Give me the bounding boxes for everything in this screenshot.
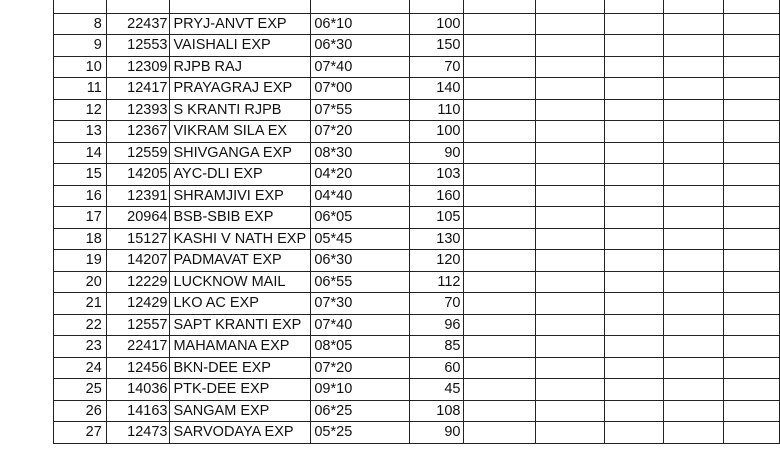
train-number-cell: 14036 xyxy=(106,379,170,401)
train-name-cell: RJPB RAJ xyxy=(170,56,311,78)
empty-cell xyxy=(663,121,723,143)
table-row xyxy=(54,379,780,401)
table-row xyxy=(54,121,780,143)
serial-number-cell: 9 xyxy=(54,35,107,57)
train-name-cell: SANGAM EXP xyxy=(170,400,311,422)
count-cell: 96 xyxy=(410,314,464,336)
empty-cell xyxy=(723,228,779,250)
empty-cell xyxy=(663,271,723,293)
table-row xyxy=(54,357,780,379)
empty-cell xyxy=(536,207,604,229)
serial-number-cell: 18 xyxy=(54,228,107,250)
empty-cell xyxy=(536,400,604,422)
empty-cell xyxy=(663,228,723,250)
empty-cell xyxy=(604,336,663,358)
empty-cell xyxy=(604,35,663,57)
time-cell: 07*40 xyxy=(311,314,410,336)
empty-cell xyxy=(536,0,604,13)
train-number-cell: 12429 xyxy=(106,293,170,315)
count-cell: 90 xyxy=(410,142,464,164)
empty-cell xyxy=(536,164,604,186)
empty-cell xyxy=(464,121,536,143)
empty-cell xyxy=(604,99,663,121)
table-row xyxy=(54,336,780,358)
empty-cell xyxy=(536,293,604,315)
serial-number-cell: 12 xyxy=(54,99,107,121)
time-cell: 04*40 xyxy=(311,185,410,207)
empty-cell xyxy=(723,357,779,379)
empty-cell xyxy=(604,293,663,315)
serial-number-cell: 26 xyxy=(54,400,107,422)
train-name-cell: SHRAMJIVI EXP xyxy=(170,185,311,207)
empty-cell xyxy=(464,164,536,186)
train-name-cell: PADMAVAT EXP xyxy=(170,250,311,272)
table-row xyxy=(54,0,780,13)
train-number-cell: 12473 xyxy=(106,422,170,444)
count-cell: 90 xyxy=(410,422,464,444)
empty-cell xyxy=(604,121,663,143)
count-cell: 100 xyxy=(410,13,464,35)
time-cell: 08*30 xyxy=(311,142,410,164)
count-cell xyxy=(410,0,464,13)
train-number-cell: 12391 xyxy=(106,185,170,207)
count-cell: 85 xyxy=(410,336,464,358)
empty-cell xyxy=(536,56,604,78)
time-cell: 07*40 xyxy=(311,56,410,78)
empty-cell xyxy=(536,250,604,272)
empty-cell xyxy=(464,250,536,272)
count-cell: 103 xyxy=(410,164,464,186)
serial-number-cell: 17 xyxy=(54,207,107,229)
empty-cell xyxy=(604,228,663,250)
empty-cell xyxy=(663,357,723,379)
empty-cell xyxy=(464,336,536,358)
empty-cell xyxy=(663,56,723,78)
empty-cell xyxy=(464,207,536,229)
empty-cell xyxy=(723,78,779,100)
empty-cell xyxy=(723,35,779,57)
empty-cell xyxy=(604,185,663,207)
time-cell: 06*05 xyxy=(311,207,410,229)
empty-cell xyxy=(536,271,604,293)
time-cell: 09*10 xyxy=(311,379,410,401)
train-name-cell xyxy=(170,0,311,13)
count-cell: 108 xyxy=(410,400,464,422)
count-cell: 110 xyxy=(410,99,464,121)
time-cell: 08*05 xyxy=(311,336,410,358)
empty-cell xyxy=(464,271,536,293)
time-cell: 05*45 xyxy=(311,228,410,250)
empty-cell xyxy=(604,379,663,401)
empty-cell xyxy=(536,121,604,143)
empty-cell xyxy=(723,142,779,164)
empty-cell xyxy=(723,164,779,186)
serial-number-cell: 27 xyxy=(54,422,107,444)
empty-cell xyxy=(604,357,663,379)
table-row xyxy=(54,185,780,207)
empty-cell xyxy=(663,185,723,207)
empty-cell xyxy=(663,207,723,229)
empty-cell xyxy=(723,271,779,293)
time-cell: 07*20 xyxy=(311,357,410,379)
time-cell: 05*25 xyxy=(311,422,410,444)
train-name-cell: VIKRAM SILA EX xyxy=(170,121,311,143)
empty-cell xyxy=(536,13,604,35)
table-row xyxy=(54,293,780,315)
empty-cell xyxy=(464,357,536,379)
count-cell: 70 xyxy=(410,293,464,315)
empty-cell xyxy=(464,293,536,315)
count-cell: 45 xyxy=(410,379,464,401)
train-number-cell: 12229 xyxy=(106,271,170,293)
table-row xyxy=(54,250,780,272)
empty-cell xyxy=(663,293,723,315)
empty-cell xyxy=(464,422,536,444)
empty-cell xyxy=(536,78,604,100)
serial-number-cell: 15 xyxy=(54,164,107,186)
serial-number-cell: 16 xyxy=(54,185,107,207)
empty-cell xyxy=(604,78,663,100)
time-cell: 06*30 xyxy=(311,250,410,272)
empty-cell xyxy=(663,99,723,121)
empty-cell xyxy=(604,422,663,444)
train-name-cell: LUCKNOW MAIL xyxy=(170,271,311,293)
serial-number-cell xyxy=(54,0,107,13)
time-cell: 06*30 xyxy=(311,35,410,57)
empty-cell xyxy=(663,164,723,186)
train-number-cell: 12417 xyxy=(106,78,170,100)
empty-cell xyxy=(723,314,779,336)
train-name-cell: PRAYAGRAJ EXP xyxy=(170,78,311,100)
empty-cell xyxy=(723,422,779,444)
count-cell: 70 xyxy=(410,56,464,78)
time-cell: 07*55 xyxy=(311,99,410,121)
empty-cell xyxy=(536,422,604,444)
serial-number-cell: 21 xyxy=(54,293,107,315)
table-row xyxy=(54,422,780,444)
empty-cell xyxy=(723,293,779,315)
empty-cell xyxy=(723,336,779,358)
empty-cell xyxy=(723,99,779,121)
train-schedule-table xyxy=(53,0,780,444)
train-number-cell: 14205 xyxy=(106,164,170,186)
serial-number-cell: 22 xyxy=(54,314,107,336)
train-name-cell: MAHAMANA EXP xyxy=(170,336,311,358)
table-row xyxy=(54,35,780,57)
train-number-cell: 12553 xyxy=(106,35,170,57)
empty-cell xyxy=(604,142,663,164)
empty-cell xyxy=(723,250,779,272)
train-name-cell: PRYJ-ANVT EXP xyxy=(170,13,311,35)
empty-cell xyxy=(663,336,723,358)
empty-cell xyxy=(536,314,604,336)
time-cell: 07*20 xyxy=(311,121,410,143)
empty-cell xyxy=(464,35,536,57)
count-cell: 120 xyxy=(410,250,464,272)
empty-cell xyxy=(723,400,779,422)
train-name-cell: SHIVGANGA EXP xyxy=(170,142,311,164)
empty-cell xyxy=(604,56,663,78)
empty-cell xyxy=(464,56,536,78)
empty-cell xyxy=(604,400,663,422)
time-cell: 06*55 xyxy=(311,271,410,293)
table-row xyxy=(54,142,780,164)
train-number-cell: 14207 xyxy=(106,250,170,272)
empty-cell xyxy=(723,207,779,229)
train-number-cell: 12559 xyxy=(106,142,170,164)
table-row xyxy=(54,78,780,100)
empty-cell xyxy=(536,99,604,121)
empty-cell xyxy=(536,35,604,57)
empty-cell xyxy=(663,0,723,13)
empty-cell xyxy=(663,379,723,401)
serial-number-cell: 24 xyxy=(54,357,107,379)
count-cell: 105 xyxy=(410,207,464,229)
empty-cell xyxy=(464,99,536,121)
empty-cell xyxy=(604,13,663,35)
time-cell: 06*25 xyxy=(311,400,410,422)
empty-cell xyxy=(604,314,663,336)
empty-cell xyxy=(464,314,536,336)
serial-number-cell: 14 xyxy=(54,142,107,164)
train-name-cell: SARVODAYA EXP xyxy=(170,422,311,444)
empty-cell xyxy=(604,0,663,13)
empty-cell xyxy=(663,35,723,57)
empty-cell xyxy=(663,314,723,336)
train-name-cell: KASHI V NATH EXP xyxy=(170,228,311,250)
train-name-cell: LKO AC EXP xyxy=(170,293,311,315)
time-cell: 07*00 xyxy=(311,78,410,100)
train-number-cell: 12456 xyxy=(106,357,170,379)
empty-cell xyxy=(604,164,663,186)
empty-cell xyxy=(464,400,536,422)
time-cell xyxy=(311,0,410,13)
empty-cell xyxy=(723,0,779,13)
time-cell: 06*10 xyxy=(311,13,410,35)
train-number-cell: 12367 xyxy=(106,121,170,143)
table-row xyxy=(54,228,780,250)
table-row xyxy=(54,99,780,121)
train-name-cell: S KRANTI RJPB xyxy=(170,99,311,121)
empty-cell xyxy=(663,13,723,35)
table-row xyxy=(54,271,780,293)
train-name-cell: BKN-DEE EXP xyxy=(170,357,311,379)
empty-cell xyxy=(464,142,536,164)
empty-cell xyxy=(464,0,536,13)
serial-number-cell: 25 xyxy=(54,379,107,401)
serial-number-cell: 19 xyxy=(54,250,107,272)
train-number-cell: 14163 xyxy=(106,400,170,422)
train-name-cell: SAPT KRANTI EXP xyxy=(170,314,311,336)
table-row xyxy=(54,314,780,336)
count-cell: 140 xyxy=(410,78,464,100)
empty-cell xyxy=(663,250,723,272)
empty-cell xyxy=(536,185,604,207)
empty-cell xyxy=(464,185,536,207)
serial-number-cell: 13 xyxy=(54,121,107,143)
empty-cell xyxy=(536,228,604,250)
table-row xyxy=(54,400,780,422)
time-cell: 04*20 xyxy=(311,164,410,186)
empty-cell xyxy=(723,13,779,35)
serial-number-cell: 23 xyxy=(54,336,107,358)
serial-number-cell: 20 xyxy=(54,271,107,293)
count-cell: 60 xyxy=(410,357,464,379)
table-row xyxy=(54,13,780,35)
train-number-cell: 22437 xyxy=(106,13,170,35)
count-cell: 130 xyxy=(410,228,464,250)
train-number-cell: 12393 xyxy=(106,99,170,121)
train-name-cell: VAISHALI EXP xyxy=(170,35,311,57)
empty-cell xyxy=(723,56,779,78)
table-row xyxy=(54,207,780,229)
table-body xyxy=(54,0,780,443)
empty-cell xyxy=(663,78,723,100)
empty-cell xyxy=(464,379,536,401)
empty-cell xyxy=(536,357,604,379)
count-cell: 160 xyxy=(410,185,464,207)
train-number-cell: 15127 xyxy=(106,228,170,250)
time-cell: 07*30 xyxy=(311,293,410,315)
empty-cell xyxy=(604,207,663,229)
empty-cell xyxy=(723,379,779,401)
train-number-cell: 22417 xyxy=(106,336,170,358)
train-number-cell: 12557 xyxy=(106,314,170,336)
empty-cell xyxy=(464,78,536,100)
empty-cell xyxy=(604,271,663,293)
empty-cell xyxy=(723,185,779,207)
empty-cell xyxy=(723,121,779,143)
empty-cell xyxy=(663,142,723,164)
empty-cell xyxy=(536,142,604,164)
count-cell: 150 xyxy=(410,35,464,57)
empty-cell xyxy=(663,422,723,444)
train-name-cell: AYC-DLI EXP xyxy=(170,164,311,186)
empty-cell xyxy=(464,228,536,250)
train-number-cell: 12309 xyxy=(106,56,170,78)
serial-number-cell: 11 xyxy=(54,78,107,100)
empty-cell xyxy=(536,379,604,401)
serial-number-cell: 8 xyxy=(54,13,107,35)
table-row xyxy=(54,164,780,186)
train-number-cell xyxy=(106,0,170,13)
table-row xyxy=(54,56,780,78)
train-number-cell: 20964 xyxy=(106,207,170,229)
empty-cell xyxy=(604,250,663,272)
count-cell: 100 xyxy=(410,121,464,143)
empty-cell xyxy=(663,400,723,422)
train-name-cell: BSB-SBIB EXP xyxy=(170,207,311,229)
empty-cell xyxy=(464,13,536,35)
count-cell: 112 xyxy=(410,271,464,293)
train-name-cell: PTK-DEE EXP xyxy=(170,379,311,401)
empty-cell xyxy=(536,336,604,358)
serial-number-cell: 10 xyxy=(54,56,107,78)
